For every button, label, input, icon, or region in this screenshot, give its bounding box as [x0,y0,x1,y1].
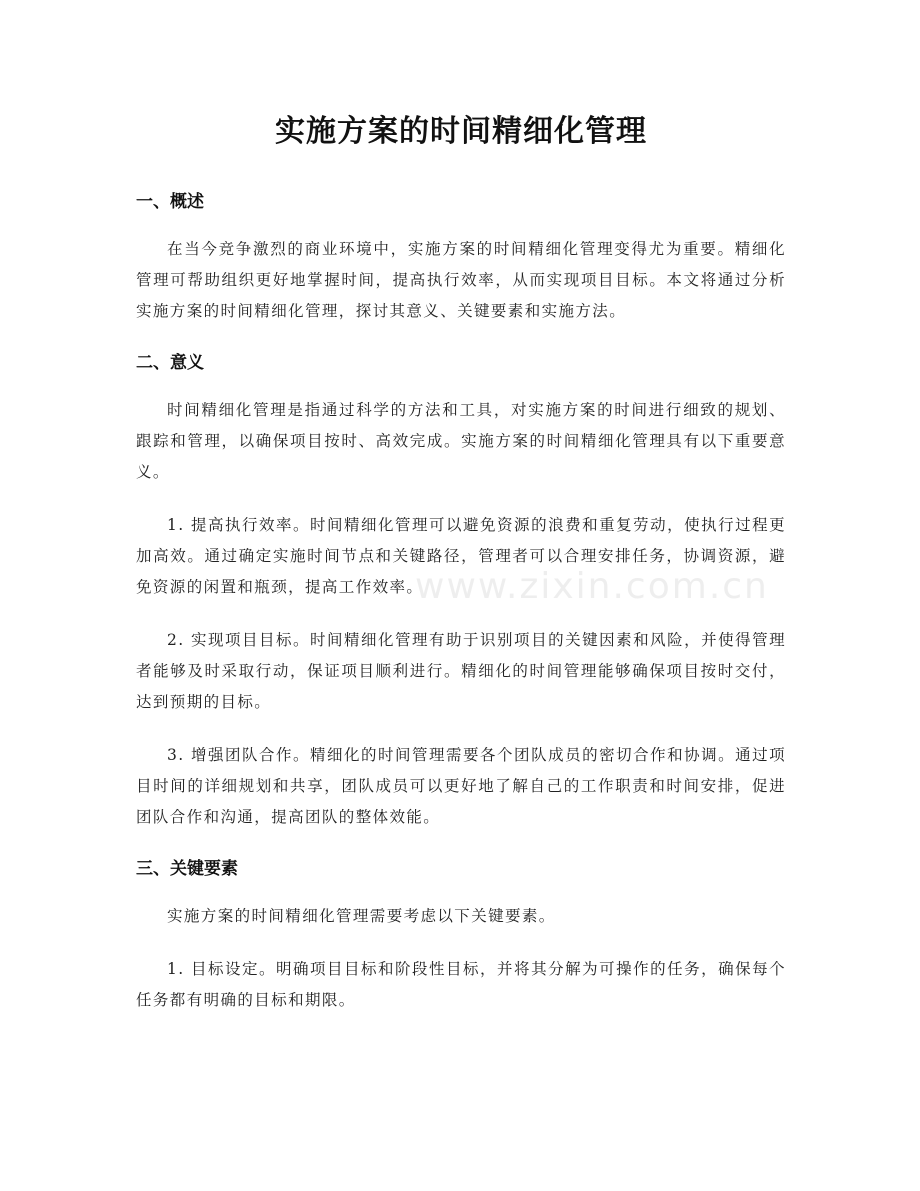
document-title: 实施方案的时间精细化管理 [275,114,647,149]
watermark-text: www.zixin.com.cn [415,566,769,607]
paragraph-overview: 在当今竞争激烈的商业环境中，实施方案的时间精细化管理变得尤为重要。精细化管理可帮助组织更好地掌握时间，提高执行效率，从而实现项目目标。本文将通过分析实施方案的时间精细化管理，探讨其意义、关键要素和实施方法。 [136,240,786,320]
paragraph-key-elements-intro: 实施方案的时间精细化管理需要考虑以下关键要素。 [167,907,556,925]
section-heading-meaning: 二、意义 [136,353,204,373]
document-page [136,0,786,1016]
list-item-goals: 2. 实现项目目标。时间精细化管理有助于识别项目的关键因素和风险，并使得管理者能够及时采取行动，保证项目顺利进行。精细化的时间管理能够确保项目按时交付，达到预期的目标。 [136,631,786,711]
section-heading-key-elements: 三、关键要素 [136,859,238,879]
list-item-teamwork: 3. 增强团队合作。精细化的时间管理需要各个团队成员的密切合作和协调。通过项目时间的详细规划和共享，团队成员可以更好地了解自己的工作职责和时间安排，促进团队合作和沟通，提高团队的整体效能。 [136,746,786,826]
list-item-efficiency: 1. 提高执行效率。时间精细化管理可以避免资源的浪费和重复劳动，使执行过程更加高效。通过确定实施时间节点和关键路径，管理者可以合理安排任务，协调资源，避免资源的闲置和瓶颈，提高工作效率。 [136,516,786,596]
section-heading-overview: 一、概述 [136,192,204,212]
list-item-goal-setting: 1. 目标设定。明确项目目标和阶段性目标，并将其分解为可操作的任务，确保每个任务都有明确的目标和期限。 [136,960,786,1009]
paragraph-meaning-intro: 时间精细化管理是指通过科学的方法和工具，对实施方案的时间进行细致的规划、跟踪和管理，以确保项目按时、高效完成。实施方案的时间精细化管理具有以下重要意义。 [136,401,786,481]
